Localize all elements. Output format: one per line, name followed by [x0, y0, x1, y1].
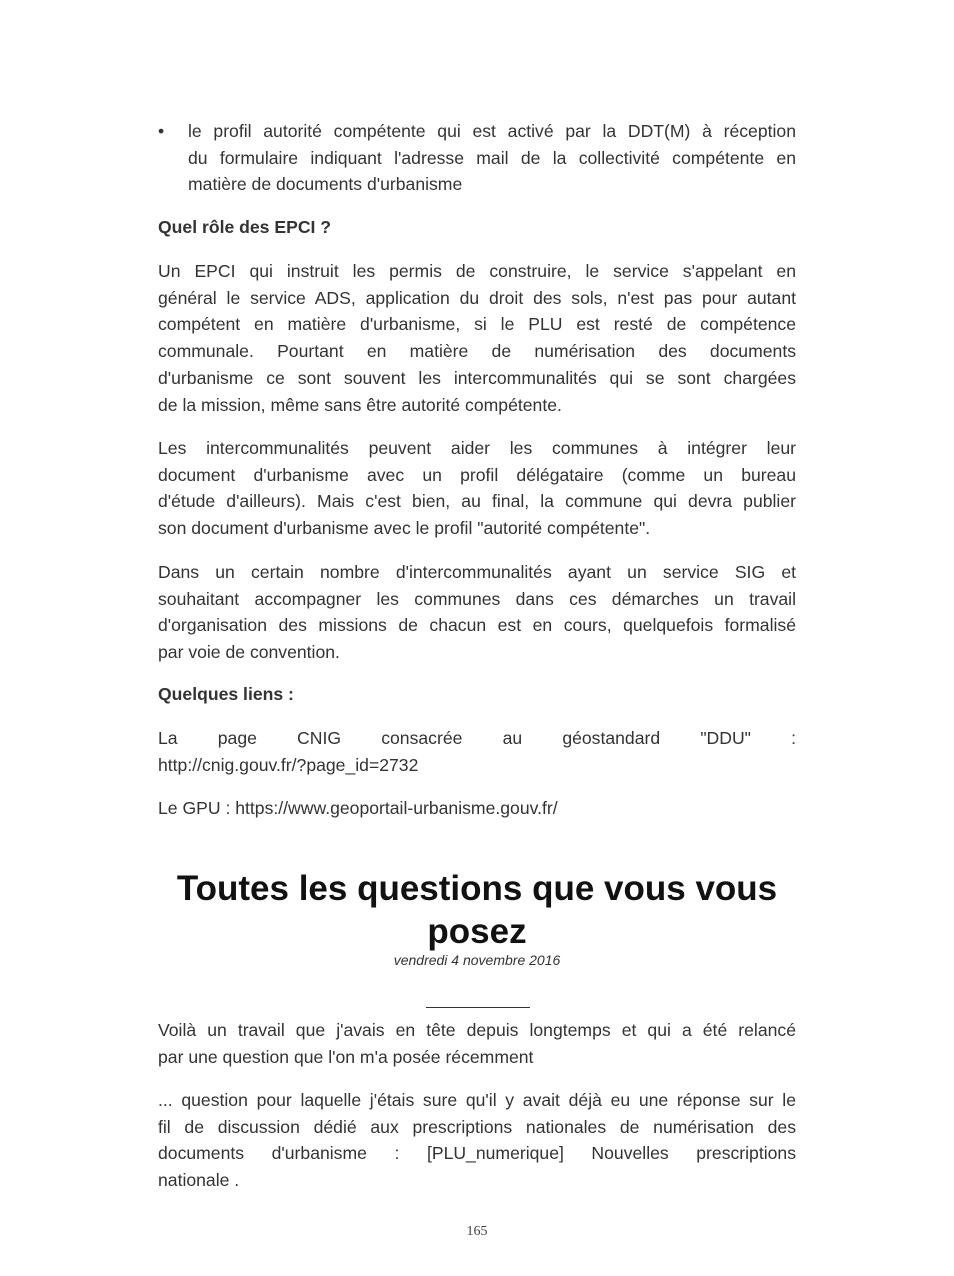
text-line: d'urbanisme ce sont souvent les intercommunalités qui se sont chargées: [158, 367, 796, 388]
bullet-item: [158, 118, 796, 198]
title-line: posez: [427, 912, 527, 951]
text-line: d'étude d'ailleurs). Mais c'est bien, au final, la commune qui devra publier: [158, 491, 796, 512]
text-line: souhaitant accompagner les communes dans ces démarches un travail: [158, 588, 796, 609]
text-line: le profil autorité compétente qui est activé par la DDT(M) à réception: [188, 121, 796, 141]
text-line: de la mission, même sans être autorité compétente.: [158, 394, 562, 415]
heading-epci: Quel rôle des EPCI ?: [158, 217, 332, 237]
cnig-url[interactable]: http://cnig.gouv.fr/?page_id=2732: [158, 754, 419, 775]
text-line: Les intercommunalités peuvent aider les communes à intégrer leur: [158, 438, 796, 458]
paragraph-3: [158, 559, 796, 666]
text-line: fil de discussion dédié aux prescriptions nationales de numérisation des: [158, 1116, 796, 1137]
text-line: par voie de convention.: [158, 642, 340, 663]
text-line: La page CNIG consacrée au géostandard "DDU" :: [158, 728, 796, 748]
text-line: Dans un certain nombre d'intercommunalités ayant un service SIG et: [158, 562, 796, 582]
text-line: Voilà un travail que j'avais en tête depuis longtemps et qui a été relancé: [158, 1020, 796, 1040]
text-line: du formulaire indiquant l'adresse mail de la collectivité compétente en: [188, 147, 796, 168]
text-line: nationale .: [158, 1170, 240, 1191]
text-line: par une question que l'on m'a posée récemment: [158, 1046, 534, 1067]
text-line: communale. Pourtant en matière de numérisation des documents: [158, 341, 796, 362]
text-line: ... question pour laquelle j'étais sure qu'il y avait déjà eu une réponse sur le: [158, 1090, 796, 1110]
heading-links: Quelques liens :: [158, 684, 294, 704]
paragraph-1: [158, 258, 796, 418]
text-line: compétent en matière d'urbanisme, si le PLU est resté de compétence: [158, 314, 796, 335]
text-line: d'organisation des missions de chacun est en cours, quelquefois formalisé: [158, 615, 796, 636]
separator: [426, 1007, 530, 1008]
link-cnig: [158, 725, 796, 778]
text-line: document d'urbanisme avec un profil délégataire (comme un bureau: [158, 464, 796, 485]
paragraph-5: [158, 1087, 796, 1194]
text-line: matière de documents d'urbanisme: [188, 174, 463, 195]
text-line: général le service ADS, application du droit des sols, n'est pas pour autant: [158, 287, 796, 308]
text-line: Un EPCI qui instruit les permis de construire, le service s'appelant en: [158, 261, 796, 281]
text-line: son document d'urbanisme avec le profil "autorité compétente".: [158, 518, 651, 539]
link-gpu[interactable]: Le GPU : https://www.geoportail-urbanisme.gouv.fr/: [158, 798, 558, 818]
paragraph-2: [158, 435, 796, 542]
page-number: 165: [466, 1224, 488, 1239]
bullet-icon: •: [158, 121, 165, 141]
paragraph-4: [158, 1017, 796, 1070]
text-line: documents d'urbanisme : [PLU_numerique] Nouvelles prescriptions: [158, 1143, 796, 1164]
article-date: vendredi 4 novembre 2016: [393, 952, 561, 968]
title-line: Toutes les questions que vous vous: [176, 869, 778, 908]
article-title: [100, 867, 854, 953]
